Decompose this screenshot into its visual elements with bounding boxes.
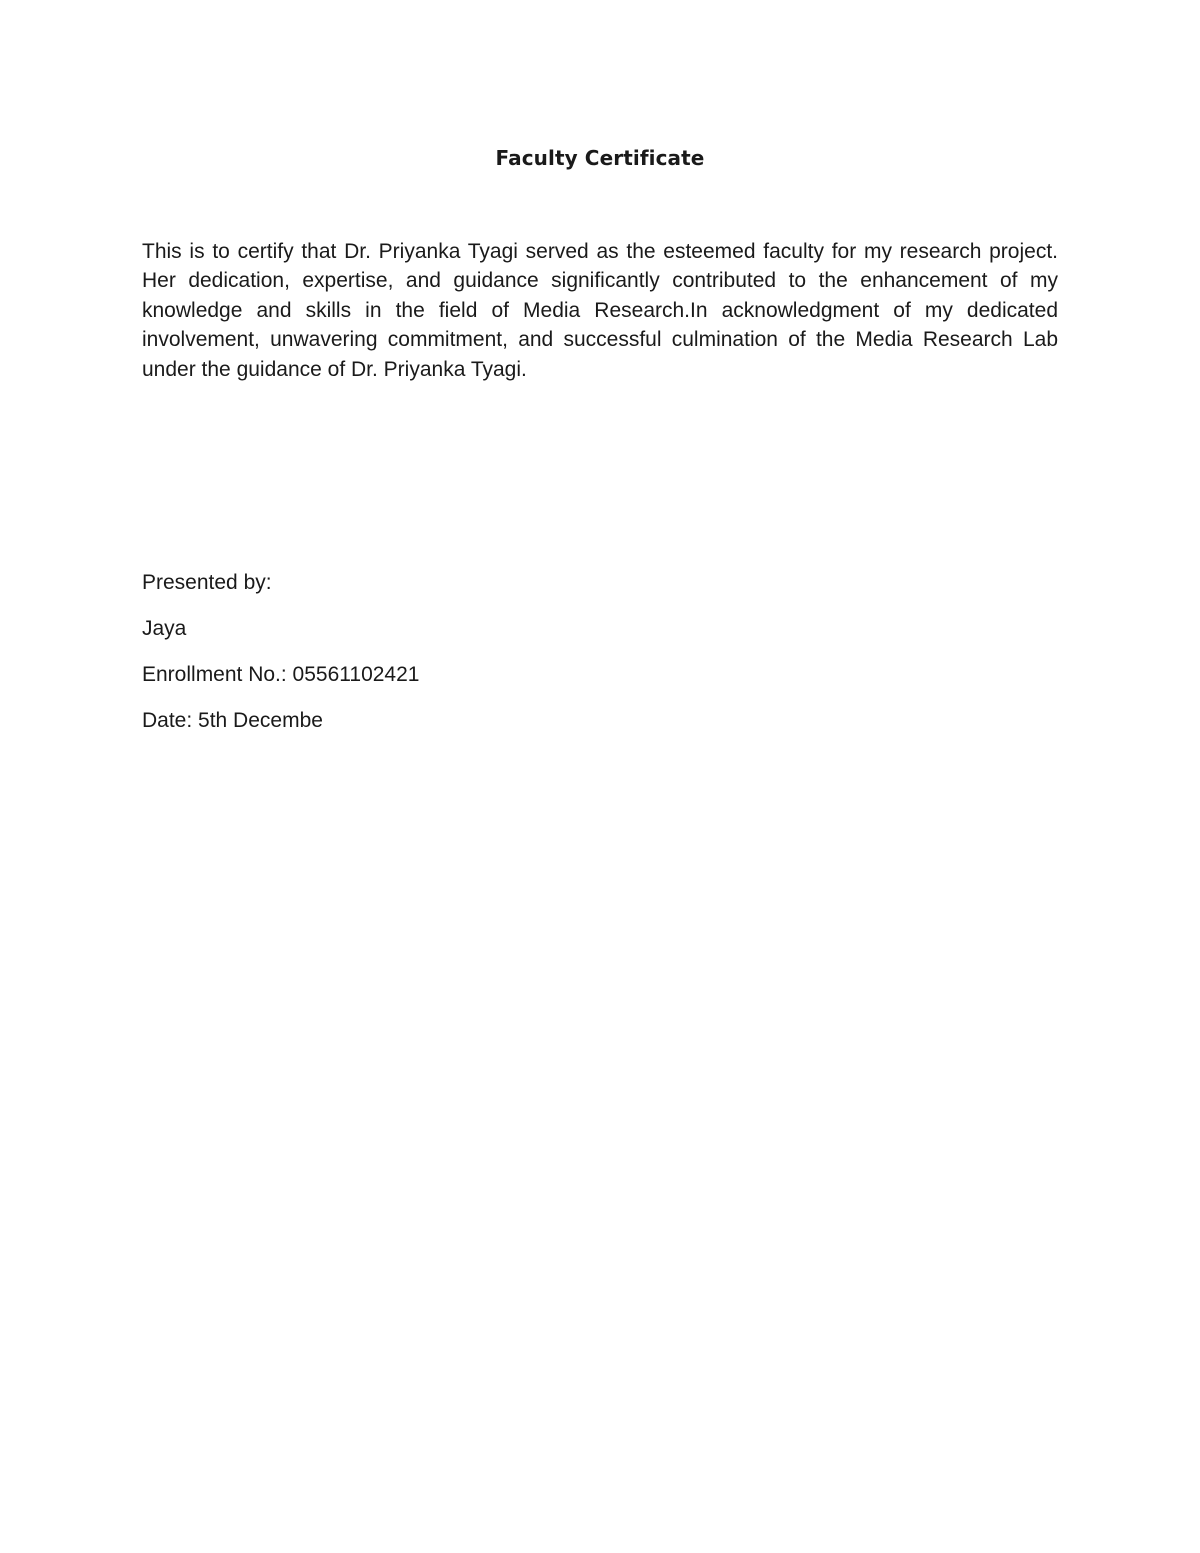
presented-by-label: Presented by: xyxy=(142,571,272,594)
enrollment-number: Enrollment No.: 05561102421 xyxy=(142,663,420,686)
certificate-date: Date: 5th Decembe xyxy=(142,709,323,732)
presenter-name: Jaya xyxy=(142,617,187,640)
signoff-block xyxy=(142,569,842,753)
certificate-title: Faculty Certificate xyxy=(495,146,705,170)
certificate-body: This is to certify that Dr. Priyanka Tyagi served as the esteemed faculty for my research project. Her dedication, expertise, and guidance significantly contributed to the enhancement of my knowledge and skills in the field of Media Research.In acknowledgment of my dedicated involvement, unwavering commitment, and successful culmination of the Media Research Lab under the guidance of Dr. Priyanka Tyagi. xyxy=(142,240,1058,381)
